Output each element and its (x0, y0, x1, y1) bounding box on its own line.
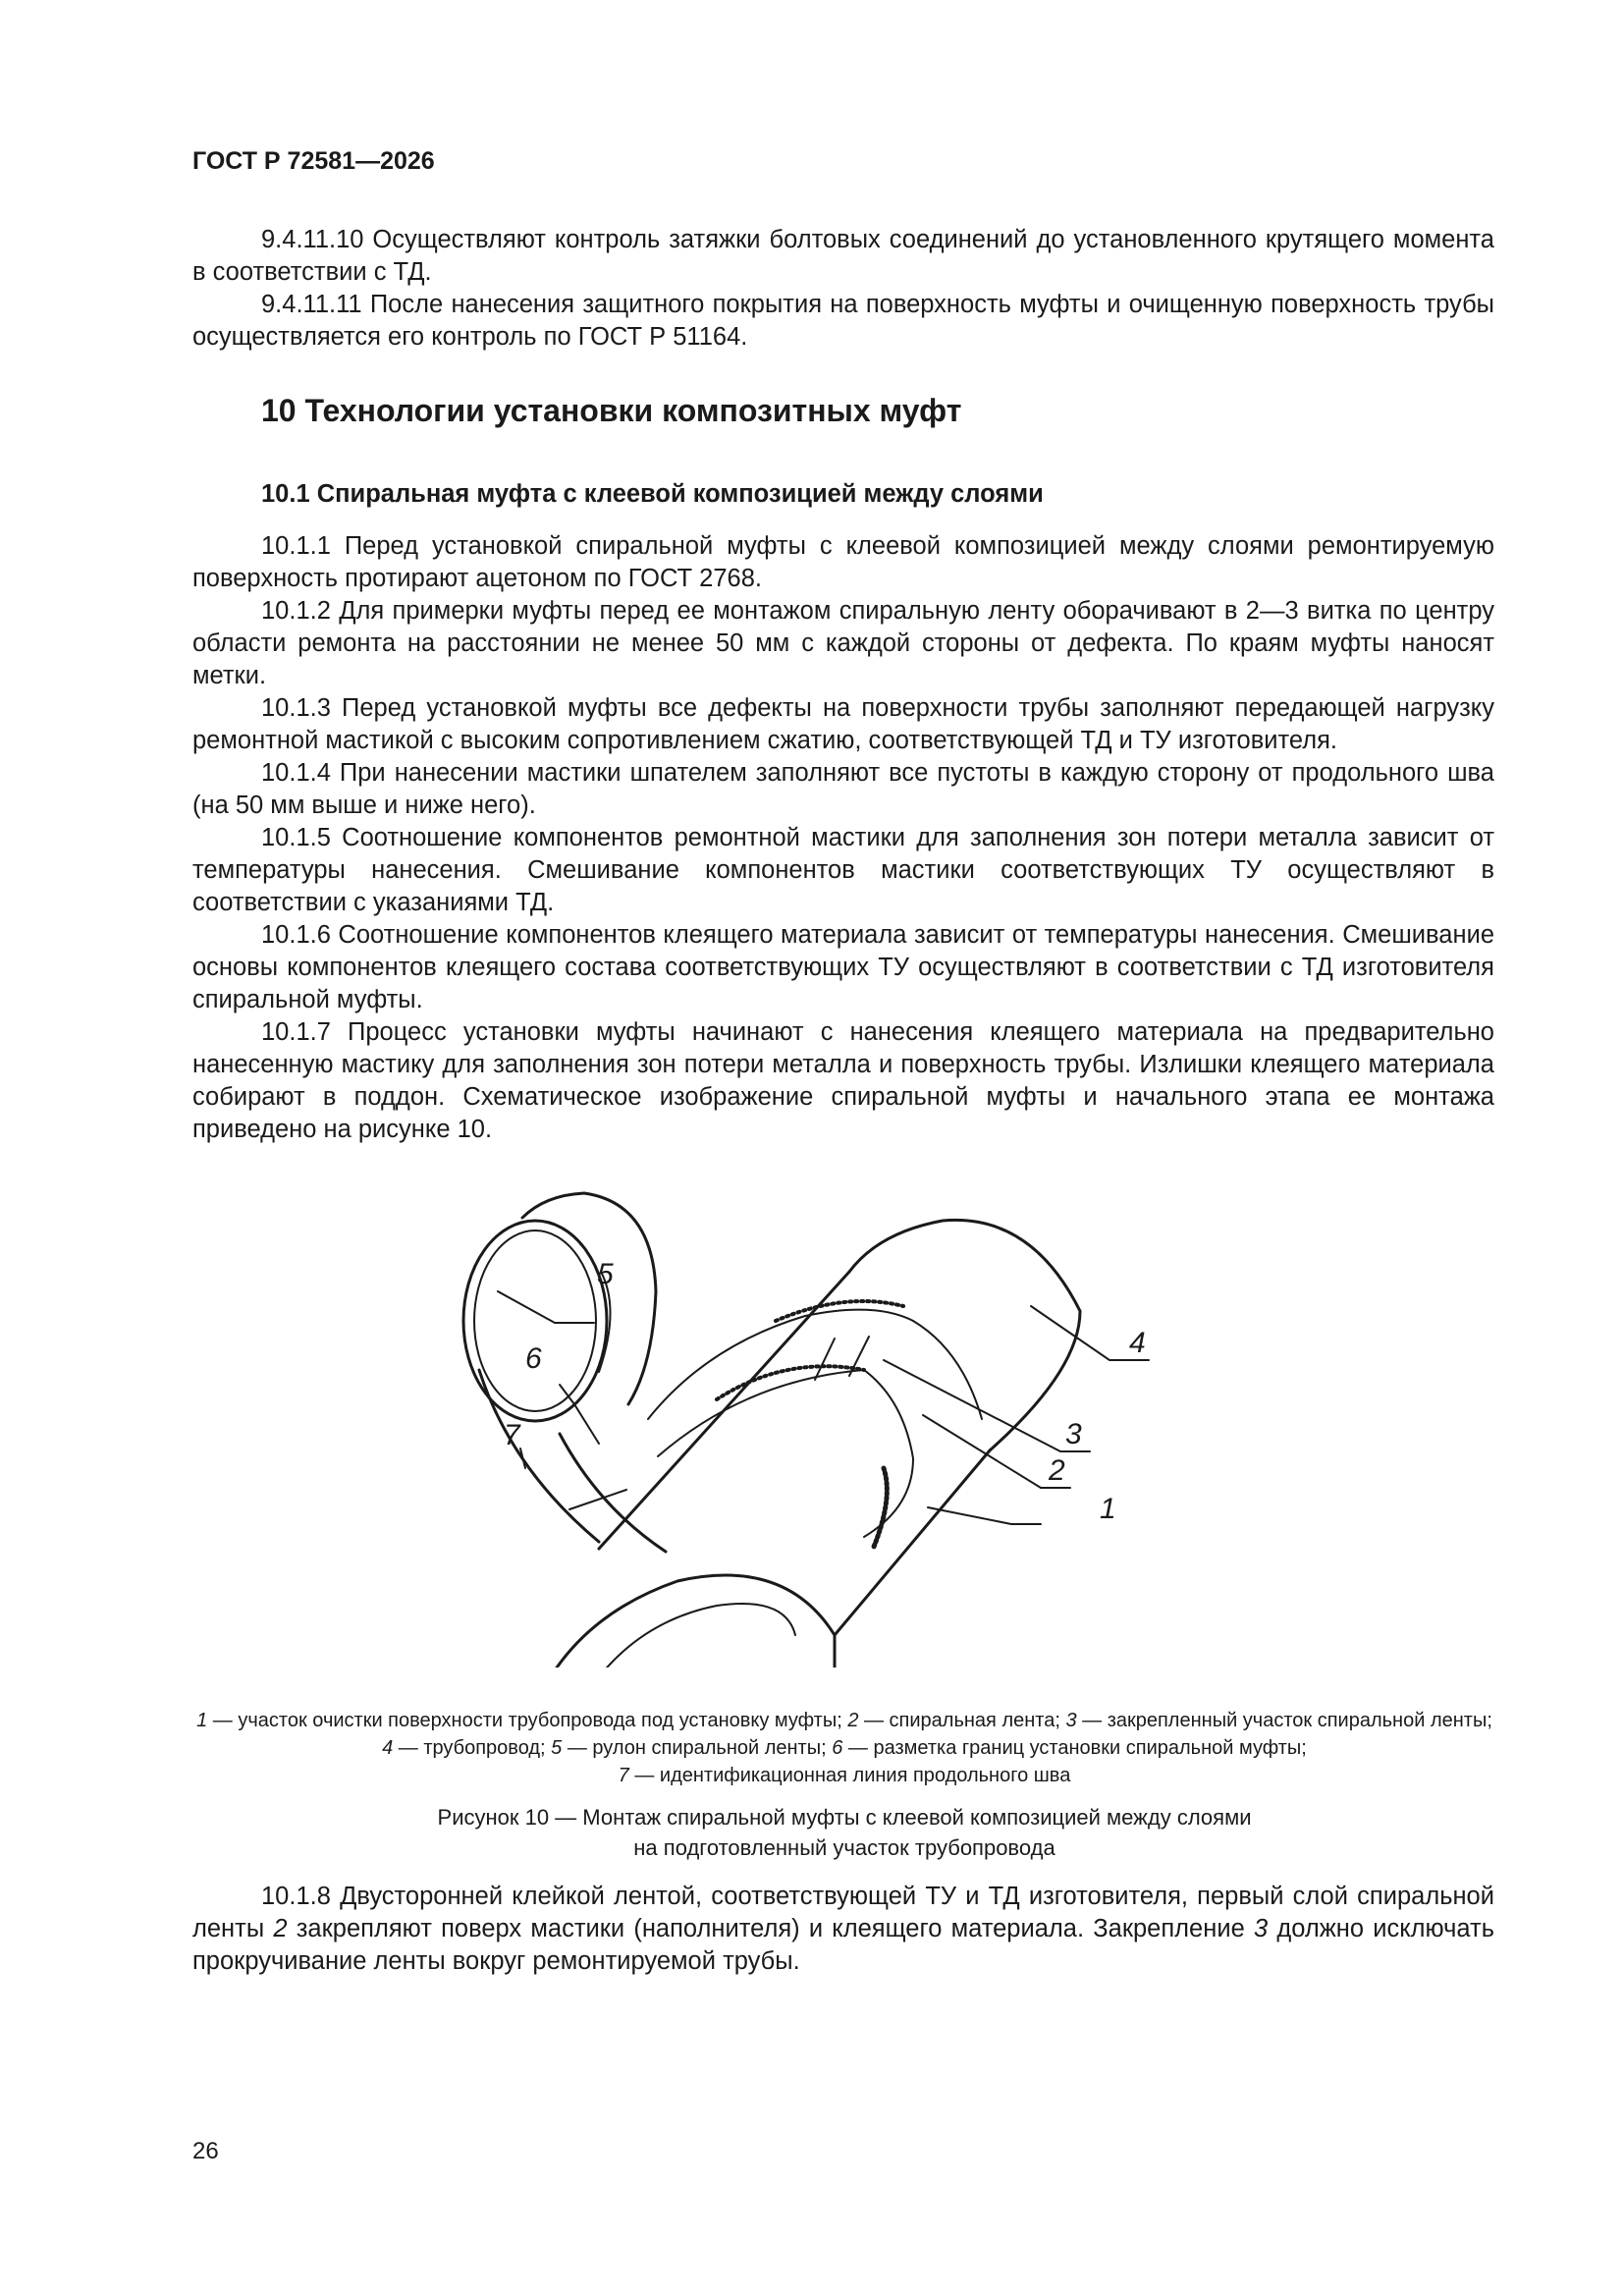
section-title: 10 Технологии установки композитных муфт (261, 393, 962, 428)
callout-2: 2 (1049, 1454, 1065, 1487)
pipe-near-end-outer (528, 1575, 835, 1684)
callout-5: 5 (597, 1258, 614, 1290)
callout-4: 4 (1129, 1327, 1146, 1359)
figure-caption-line-1: Рисунок 10 — Монтаж спиральной муфты с клеевой композицией между слоями (437, 1805, 1252, 1830)
sleeve-left-boundary (658, 1370, 864, 1456)
subsection-title: 10.1 Спиральная муфта с клеевой композицией между слоями (261, 480, 1044, 508)
leader-1 (928, 1507, 1041, 1524)
paragraph-10-1-5: 10.1.5 Соотношение компонентов ремонтной мастики для заполнения зон потери металла зависит от температуры нанесения. Смешивание компонентов мастики соответствующих ТУ осуществляют в соответствии с указаниями ТД. (192, 824, 1494, 916)
sleeve-upper-boundary (648, 1310, 913, 1419)
paragraph-9-4-11-11: 9.4.11.11 После нанесения защитного покрытия на поверхность муфты и очищенную поверхность трубы осуществляется его контроль по ГОСТ Р 51164. (192, 291, 1494, 351)
p-10-1-8-part3: должно исключать прокручивание ленты вокруг ремонтируемой трубы. (192, 1915, 1494, 1975)
paragraph-10-1-2: 10.1.2 Для примерки муфты перед ее монтажом спиральную ленту оборачивают в 2—3 витка по центру области ремонта на расстоянии не менее 50 мм с каждой стороны от дефекта. По краям муфты наносят метки. (192, 597, 1494, 689)
legend-num-4: 4 (382, 1737, 394, 1759)
paragraph-10-1-6: 10.1.6 Соотношение компонентов клеящего материала зависит от температуры нанесения. Смешивание основы компонентов клеящего состава соответствующих ТУ осуществляют в соответствии с ТД изготовителя спиральной муфты. (192, 921, 1494, 1013)
callout-1: 1 (1100, 1493, 1116, 1525)
legend-num-1: 1 (196, 1710, 208, 1731)
paragraph-10-1-8 (192, 1881, 1494, 1978)
document-header: ГОСТ Р 72581—2026 (192, 147, 435, 175)
sleeve-band-edge (913, 1321, 982, 1419)
legend-num-2: 2 (847, 1710, 859, 1731)
paragraphs-top (192, 224, 1494, 354)
legend-text-7: — идентификационная линия продольного шва (628, 1765, 1071, 1786)
legend-num-5: 5 (551, 1737, 563, 1759)
callout-6: 6 (525, 1342, 542, 1375)
pipe-lower-edge (835, 1450, 990, 1635)
paragraph-bottom-block (192, 1881, 1494, 1978)
legend-text-2: — спиральная лента; (858, 1710, 1066, 1731)
pipe-far-end (849, 1220, 1080, 1311)
legend-num-7: 7 (618, 1765, 629, 1786)
paragraph-10-1-4: 10.1.4 При нанесении мастики шпателем заполняют все пустоты в каждую сторону от продольного шва (на 50 мм выше и ниже него). (192, 759, 1494, 819)
paragraph-9-4-11-10: 9.4.11.10 Осуществляют контроль затяжки болтовых соединений до установленного крутящего момента в соответствии с ТД. (192, 226, 1494, 286)
legend-text-1: — участок очистки поверхности трубопровода под установку муфты; (207, 1710, 848, 1731)
tape-roll-inner (474, 1230, 596, 1411)
tape-roll-outer (463, 1221, 607, 1421)
p-10-1-8-part2: закрепляют поверх мастики (наполнителя) и клеящего материала. Закрепление (287, 1915, 1254, 1942)
legend-text-6: — разметка границ установки спиральной муфты; (842, 1737, 1307, 1759)
legend-text-3: — закрепленный участок спиральной ленты; (1076, 1710, 1492, 1731)
marking-dotted-right (874, 1468, 887, 1547)
leader-5 (498, 1291, 594, 1323)
page-number: 26 (192, 2138, 219, 2164)
figure-caption (196, 1802, 1492, 1863)
spiral-sleeve-figure (452, 1174, 1257, 1684)
legend-num-3: 3 (1065, 1710, 1077, 1731)
legend-text-4: — трубопровод; (393, 1737, 552, 1759)
pipe-near-end-inner (569, 1604, 795, 1684)
leader-6 (560, 1385, 599, 1444)
paragraphs-main (192, 530, 1494, 1146)
callout-7: 7 (504, 1419, 520, 1451)
figure-caption-line-2: на подготовленный участок трубопровода (633, 1835, 1055, 1860)
legend-text-5: — рулон спиральной ленты; (562, 1737, 833, 1759)
p-10-1-8-ref-3: 3 (1253, 1915, 1269, 1942)
figure-legend (196, 1707, 1492, 1789)
paragraph-10-1-3: 10.1.3 Перед установкой муфты все дефекты на поверхности трубы заполняют передающей нагрузку ремонтной мастикой с высоким сопротивлением сжатию, соответствующей ТД и ТУ изготовителя. (192, 694, 1494, 754)
paragraph-10-1-7: 10.1.7 Процесс установки муфты начинают с нанесения клеящего материала на предварительно нанесенную мастику для заполнения зон потери металла и поверхность трубы. Излишки клеящего материала собирают в поддон. Схематическое изображение спиральной муфты и начального этапа ее монтажа приведено на рисунке 10. (192, 1018, 1494, 1143)
p-10-1-8-part1: 10.1.8 Двусторонней клейкой лентой, соответствующей ТУ и ТД изготовителя, первый слой спиральной ленты (192, 1883, 1494, 1942)
paragraph-10-1-1: 10.1.1 Перед установкой спиральной муфты с клеевой композицией между слоями ремонтируемую поверхность протирают ацетоном по ГОСТ 2768. (192, 532, 1494, 592)
callout-3: 3 (1065, 1418, 1082, 1450)
sleeve-right-boundary (864, 1370, 913, 1537)
legend-num-6: 6 (832, 1737, 843, 1759)
tape-roll-edge (628, 1291, 656, 1404)
p-10-1-8-ref-2: 2 (273, 1915, 288, 1942)
